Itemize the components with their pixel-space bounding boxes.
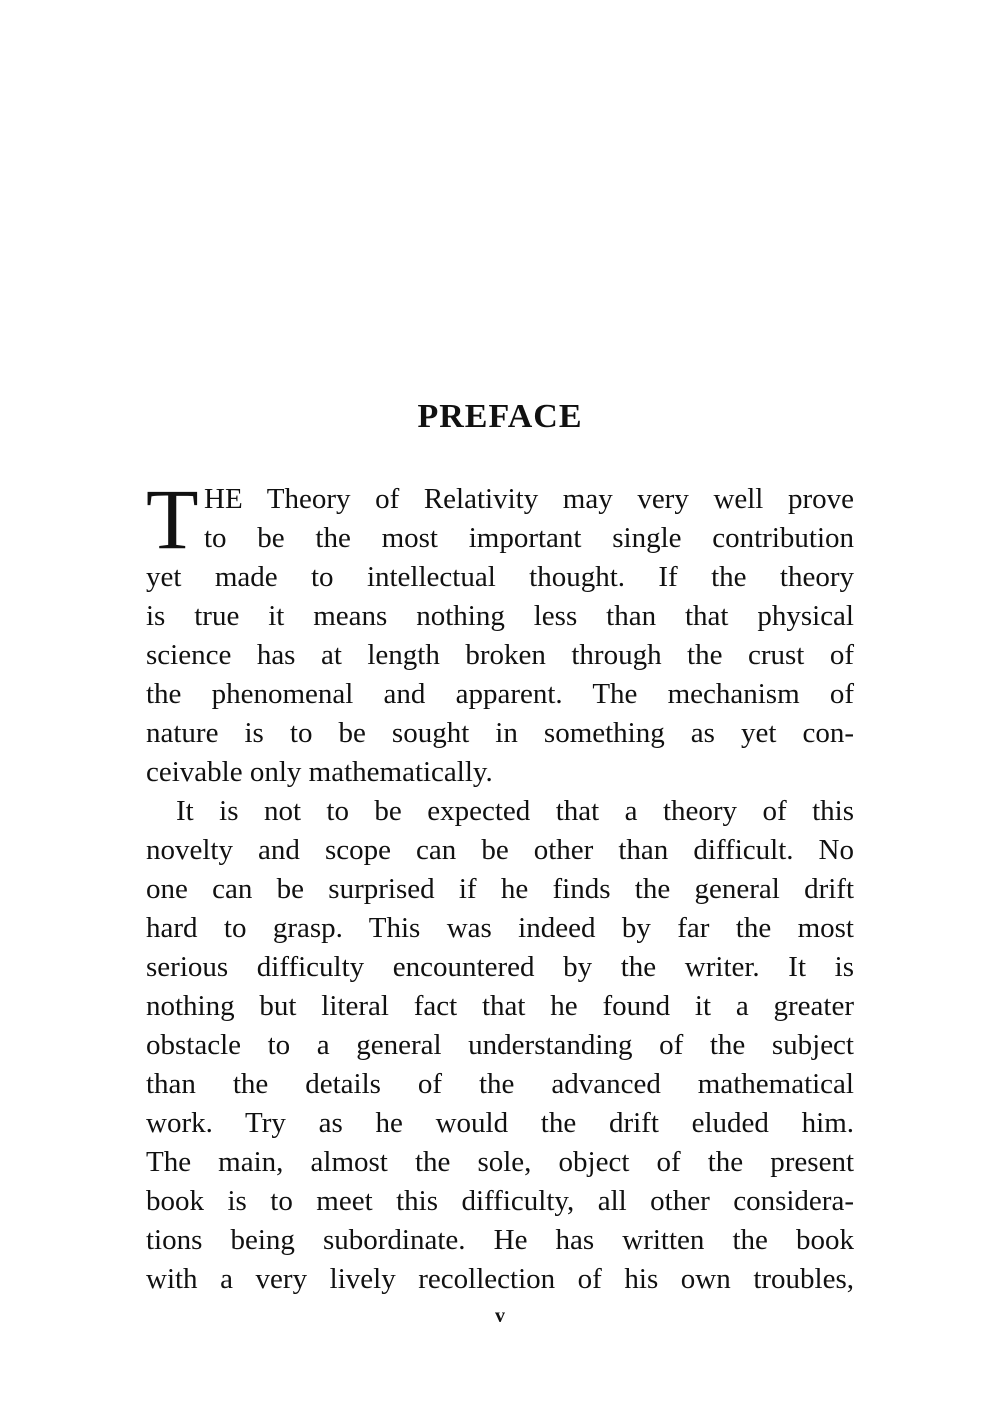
paragraph-line: hard to grasp. This was indeed by far the most <box>146 912 854 944</box>
paragraph-line: The main, almost the sole, object of the present <box>146 1146 854 1178</box>
paragraph-line: yet made to intellectual thought. If the theory <box>146 561 854 593</box>
paragraph-line: It is not to be expected that a theory of this <box>176 795 854 827</box>
paragraph-line: novelty and scope can be other than difficult. No <box>146 834 854 866</box>
paragraph-line: science has at length broken through the crust of <box>146 639 854 671</box>
paragraph-line: one can be surprised if he finds the general drift <box>146 873 854 905</box>
paragraph-line: serious difficulty encountered by the writer. It is <box>146 951 854 983</box>
drop-cap: T <box>146 471 199 567</box>
paragraph-line: ceivable only mathematically. <box>146 756 493 788</box>
paragraph-2 <box>146 792 854 1299</box>
paragraph-line: work. Try as he would the drift eluded him. <box>146 1107 854 1139</box>
page-number: v <box>495 1305 505 1327</box>
paragraph-line: HE Theory of Relativity may very well prove <box>204 483 854 515</box>
paragraph-1 <box>146 471 854 792</box>
paragraph-line: is true it means nothing less than that physical <box>146 600 854 632</box>
paragraph-line: nature is to be sought in something as yet con- <box>146 717 854 749</box>
paragraph-line: nothing but literal fact that he found it a greater <box>146 990 854 1022</box>
paragraph-line: tions being subordinate. He has written the book <box>146 1224 854 1256</box>
page-title: PREFACE <box>417 398 583 435</box>
paragraph-line: the phenomenal and apparent. The mechanism of <box>146 678 854 710</box>
paragraph-line: with a very lively recollection of his own troubles, <box>146 1263 854 1295</box>
paragraph-line: book is to meet this difficulty, all other considera- <box>146 1185 854 1217</box>
paragraph-line: obstacle to a general understanding of the subject <box>146 1029 854 1061</box>
paragraph-line: to be the most important single contribution <box>204 522 854 554</box>
paragraph-line: than the details of the advanced mathematical <box>146 1068 854 1100</box>
